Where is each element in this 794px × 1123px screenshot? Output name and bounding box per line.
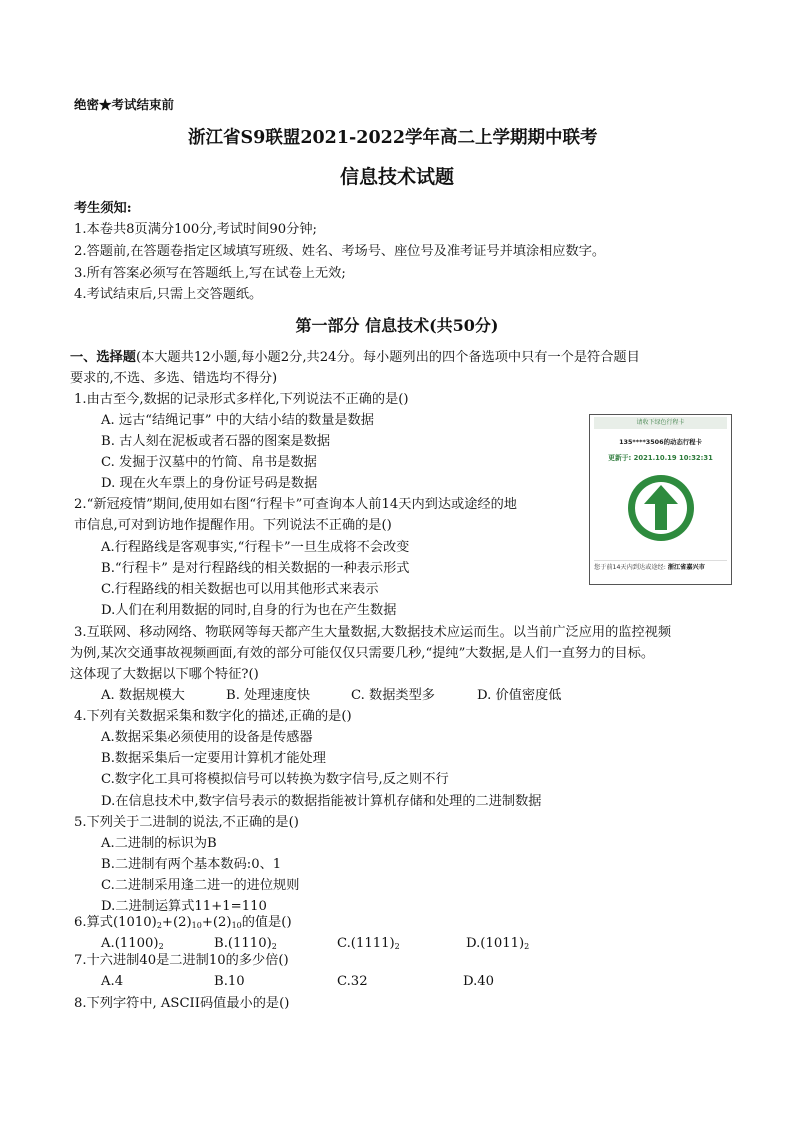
q7-option-c: C.32 — [337, 974, 368, 989]
q4-option-b: B.数据采集后一定要用计算机才能处理 — [101, 751, 326, 766]
q2-option-d: D.人们在利用数据的同时,自身的行为也在产生数据 — [101, 603, 397, 618]
section-intro — [70, 349, 640, 367]
q2-stem-cont: 市信息,可对到访地作提醒作用。下列说法不正确的是() — [74, 518, 392, 533]
q2-option-a: A.行程路线是客观事实,“行程卡”一旦生成将不会改变 — [101, 540, 410, 555]
q3-option-d: D. 价值密度低 — [477, 688, 562, 703]
notice-item: 1.本卷共8页满分100分,考试时间90分钟; — [74, 222, 317, 237]
q3-stem-cont: 为例,某次交通事故视频画面,有效的部分可能仅仅只需要几秒,“提纯”大数据,是人们一直努力的目标。 — [70, 646, 655, 661]
q2-option-b: B.“行程卡” 是对行程路线的相关数据的一种表示形式 — [101, 561, 410, 576]
q7-option-b: B.10 — [214, 974, 245, 989]
travel-card-footer — [594, 560, 727, 572]
green-arrow-icon — [625, 472, 697, 544]
q1-option-d: D. 现在火车票上的身份证号码是数据 — [101, 476, 318, 491]
notice-item: 4.考试结束后,只需上交答题纸。 — [74, 287, 263, 302]
q3-option-a: A. 数据规模大 — [101, 688, 185, 703]
q6-option-a: $A.(1100)_2$ — [101, 936, 164, 951]
section-label: 一、选择题 — [70, 350, 136, 365]
q1-option-c: C. 发掘于汉墓中的竹简、帛书是数据 — [101, 455, 317, 470]
q6-stem: 6.算式$(1010)_2+(2)_{10}+(2)_{10}$的值是() — [74, 915, 292, 930]
q8-stem: 8.下列字符中, ASCII码值最小的是() — [74, 996, 290, 1011]
travel-card-footer-prefix: 您于前14天内到达或途经: — [594, 564, 668, 571]
notice-item: 3.所有答案必须写在答题纸上,写在试卷上无效; — [74, 266, 346, 281]
q2-option-c: C.行程路线的相关数据也可以用其他形式来表示 — [101, 582, 379, 597]
q6-option-d: $D.(1011)_2$ — [466, 936, 530, 951]
exam-title: 浙江省S9联盟2021-2022学年高二上学期期中联考 — [188, 128, 598, 148]
section-desc-cont: 要求的,不选、多选、错选均不得分) — [70, 371, 278, 386]
q4-stem: 4.下列有关数据采集和数字化的描述,正确的是() — [74, 709, 352, 724]
q3-option-b: B. 处理速度快 — [226, 688, 311, 703]
q3-option-c: C. 数据类型多 — [351, 688, 435, 703]
section-desc: (本大题共12小题,每小题2分,共24分。每小题列出的四个备选项中只有一个是符合题目 — [135, 350, 640, 365]
confidential-mark: 绝密★考试结束前 — [74, 97, 175, 112]
q6-option-c: $C.(1111)_2$ — [337, 936, 400, 951]
q1-option-a: A. 远古“结绳记事” 中的大结小结的数量是数据 — [101, 413, 374, 428]
notice-heading: 考生须知: — [74, 201, 132, 216]
q6-option-b: $B.(1110)_2$ — [214, 936, 277, 951]
q5-option-b: B.二进制有两个基本数码:0、1 — [101, 857, 282, 872]
q3-stem: 3.互联网、移动网络、物联网等每天都产生大量数据,大数据技术应运而生。以当前广泛应用的监控视频 — [74, 625, 672, 640]
q5-stem: 5.下列关于二进制的说法,不正确的是() — [74, 815, 299, 830]
q4-option-d: D.在信息技术中,数字信号表示的数据指能被计算机存储和处理的二进制数据 — [101, 794, 542, 809]
q4-option-c: C.数字化工具可将模拟信号可以转换为数字信号,反之则不行 — [101, 772, 449, 787]
part-heading: 第一部分 信息技术(共50分) — [295, 316, 499, 335]
q2-stem: 2.“新冠疫情”期间,使用如右图“行程卡”可查询本人前14天内到达或途经的地 — [74, 497, 517, 512]
notice-item: 2.答题前,在答题卷指定区域填写班级、姓名、考场号、座位号及准考证号并填涂相应数字。 — [74, 244, 606, 259]
exam-subtitle: 信息技术试题 — [339, 166, 454, 188]
q1-option-b: B. 古人刻在泥板或者石器的图案是数据 — [101, 434, 331, 449]
travel-card-update-time: 更新于: 2021.10.19 10:32:31 — [608, 454, 713, 462]
travel-card-header: 请收下绿色行程卡 — [594, 417, 727, 429]
q7-stem: 7.十六进制40是二进制10的多少倍() — [74, 953, 289, 968]
q5-option-c: C.二进制采用逢二进一的进位规则 — [101, 878, 300, 893]
travel-card-phone: 135****3506的动态行程卡 — [619, 438, 702, 446]
q5-option-d: D.二进制运算式11+1=110 — [101, 899, 267, 914]
travel-card-place: 浙江省嘉兴市 — [667, 564, 705, 571]
q7-option-d: D.40 — [463, 974, 495, 989]
travel-card-image — [589, 414, 732, 585]
q3-stem-cont: 这体现了大数据以下哪个特征?() — [70, 667, 259, 682]
q7-option-a: A.4 — [101, 974, 124, 989]
q5-option-a: A.二进制的标识为B — [101, 836, 217, 851]
q4-option-a: A.数据采集必须使用的设备是传感器 — [101, 730, 313, 745]
q1-stem: 1.由古至今,数据的记录形式多样化,下列说法不正确的是() — [74, 392, 409, 407]
